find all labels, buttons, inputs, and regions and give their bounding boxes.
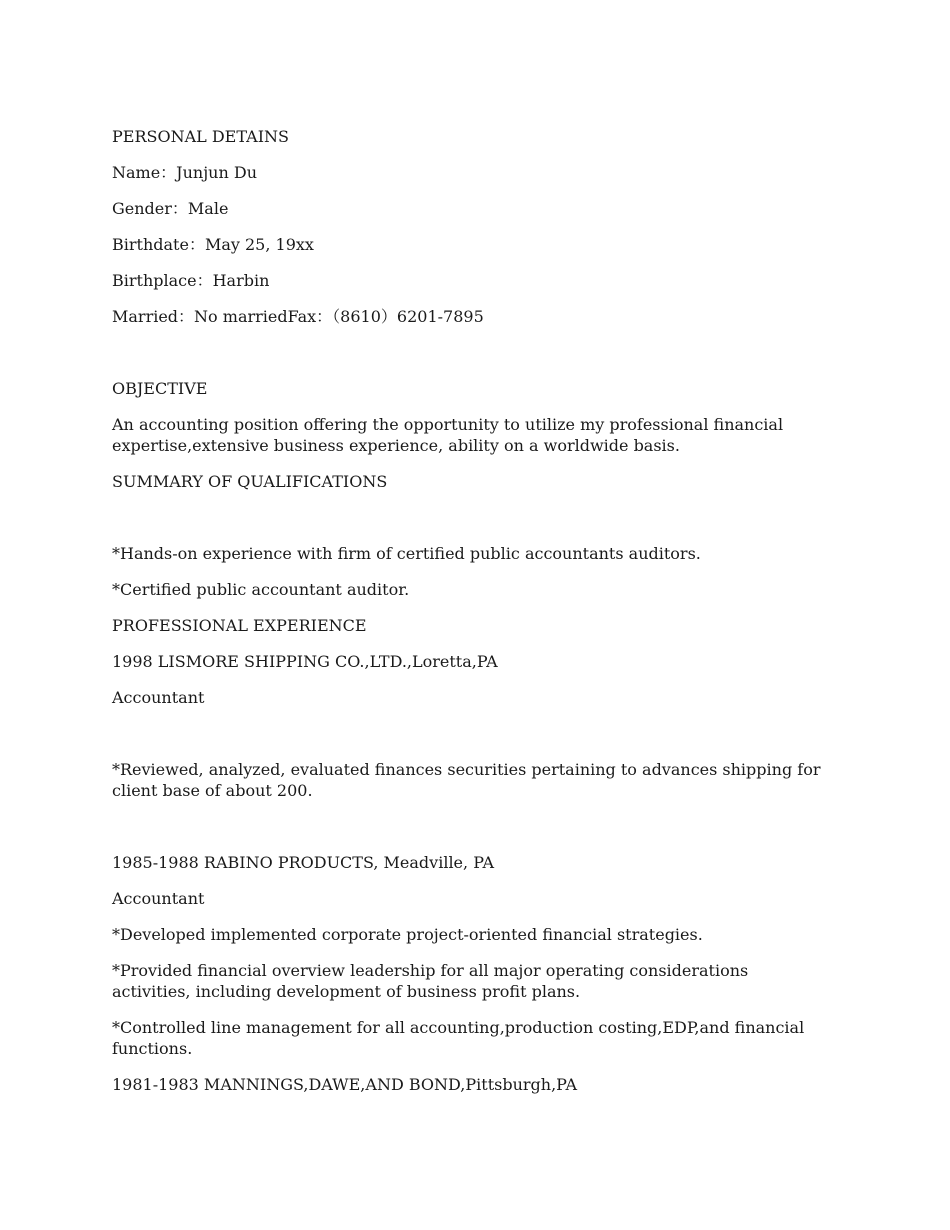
birthdate-line: Birthdate：May 25, 19xx: [112, 235, 314, 254]
job-title: Accountant: [112, 889, 205, 908]
gender-line: Gender：Male: [112, 199, 229, 218]
experience-heading: PROFESSIONAL EXPERIENCE: [112, 616, 367, 635]
job-title: Accountant: [112, 688, 205, 707]
birthplace-line: Birthplace：Harbin: [112, 271, 270, 290]
blank-line: [112, 723, 827, 744]
married-fax-line: Married：No marriedFax：（8610）6201-7895: [112, 307, 484, 326]
name-line: Name：Junjun Du: [112, 163, 257, 182]
qualification-item: *Hands-on experience with firm of certified public accountants auditors.: [112, 544, 701, 563]
blank-line: [112, 342, 827, 363]
personal-details-heading: PERSONAL DETAINS: [112, 127, 289, 146]
objective-heading: OBJECTIVE: [112, 379, 208, 398]
blank-line: [112, 507, 827, 528]
job-header: 1998 LISMORE SHIPPING CO.,LTD.,Loretta,PA: [112, 652, 498, 671]
qualification-item: *Certified public accountant auditor.: [112, 580, 410, 599]
objective-text: An accounting position offering the opportunity to utilize my professional financial expertise,extensive business experience, ability on a worldwide basis.: [112, 415, 789, 455]
job-bullet: *Provided financial overview leadership for all major operating considerations activities, including development of business profit plans.: [112, 961, 754, 1001]
blank-line: [112, 816, 827, 837]
job-bullet: *Controlled line management for all accounting,production costing,EDP,and financial functions.: [112, 1018, 810, 1058]
job-header: 1985-1988 RABINO PRODUCTS, Meadville, PA: [112, 853, 495, 872]
job-bullet: *Reviewed, analyzed, evaluated finances securities pertaining to advances shipping for client base of about 200.: [112, 760, 826, 800]
job-header: 1981-1983 MANNINGS,DAWE,AND BOND,Pittsburgh,PA: [112, 1075, 578, 1094]
qualifications-heading: SUMMARY OF QUALIFICATIONS: [112, 472, 388, 491]
resume-body: [112, 126, 827, 1110]
job-bullet: *Developed implemented corporate project-oriented financial strategies.: [112, 925, 703, 944]
